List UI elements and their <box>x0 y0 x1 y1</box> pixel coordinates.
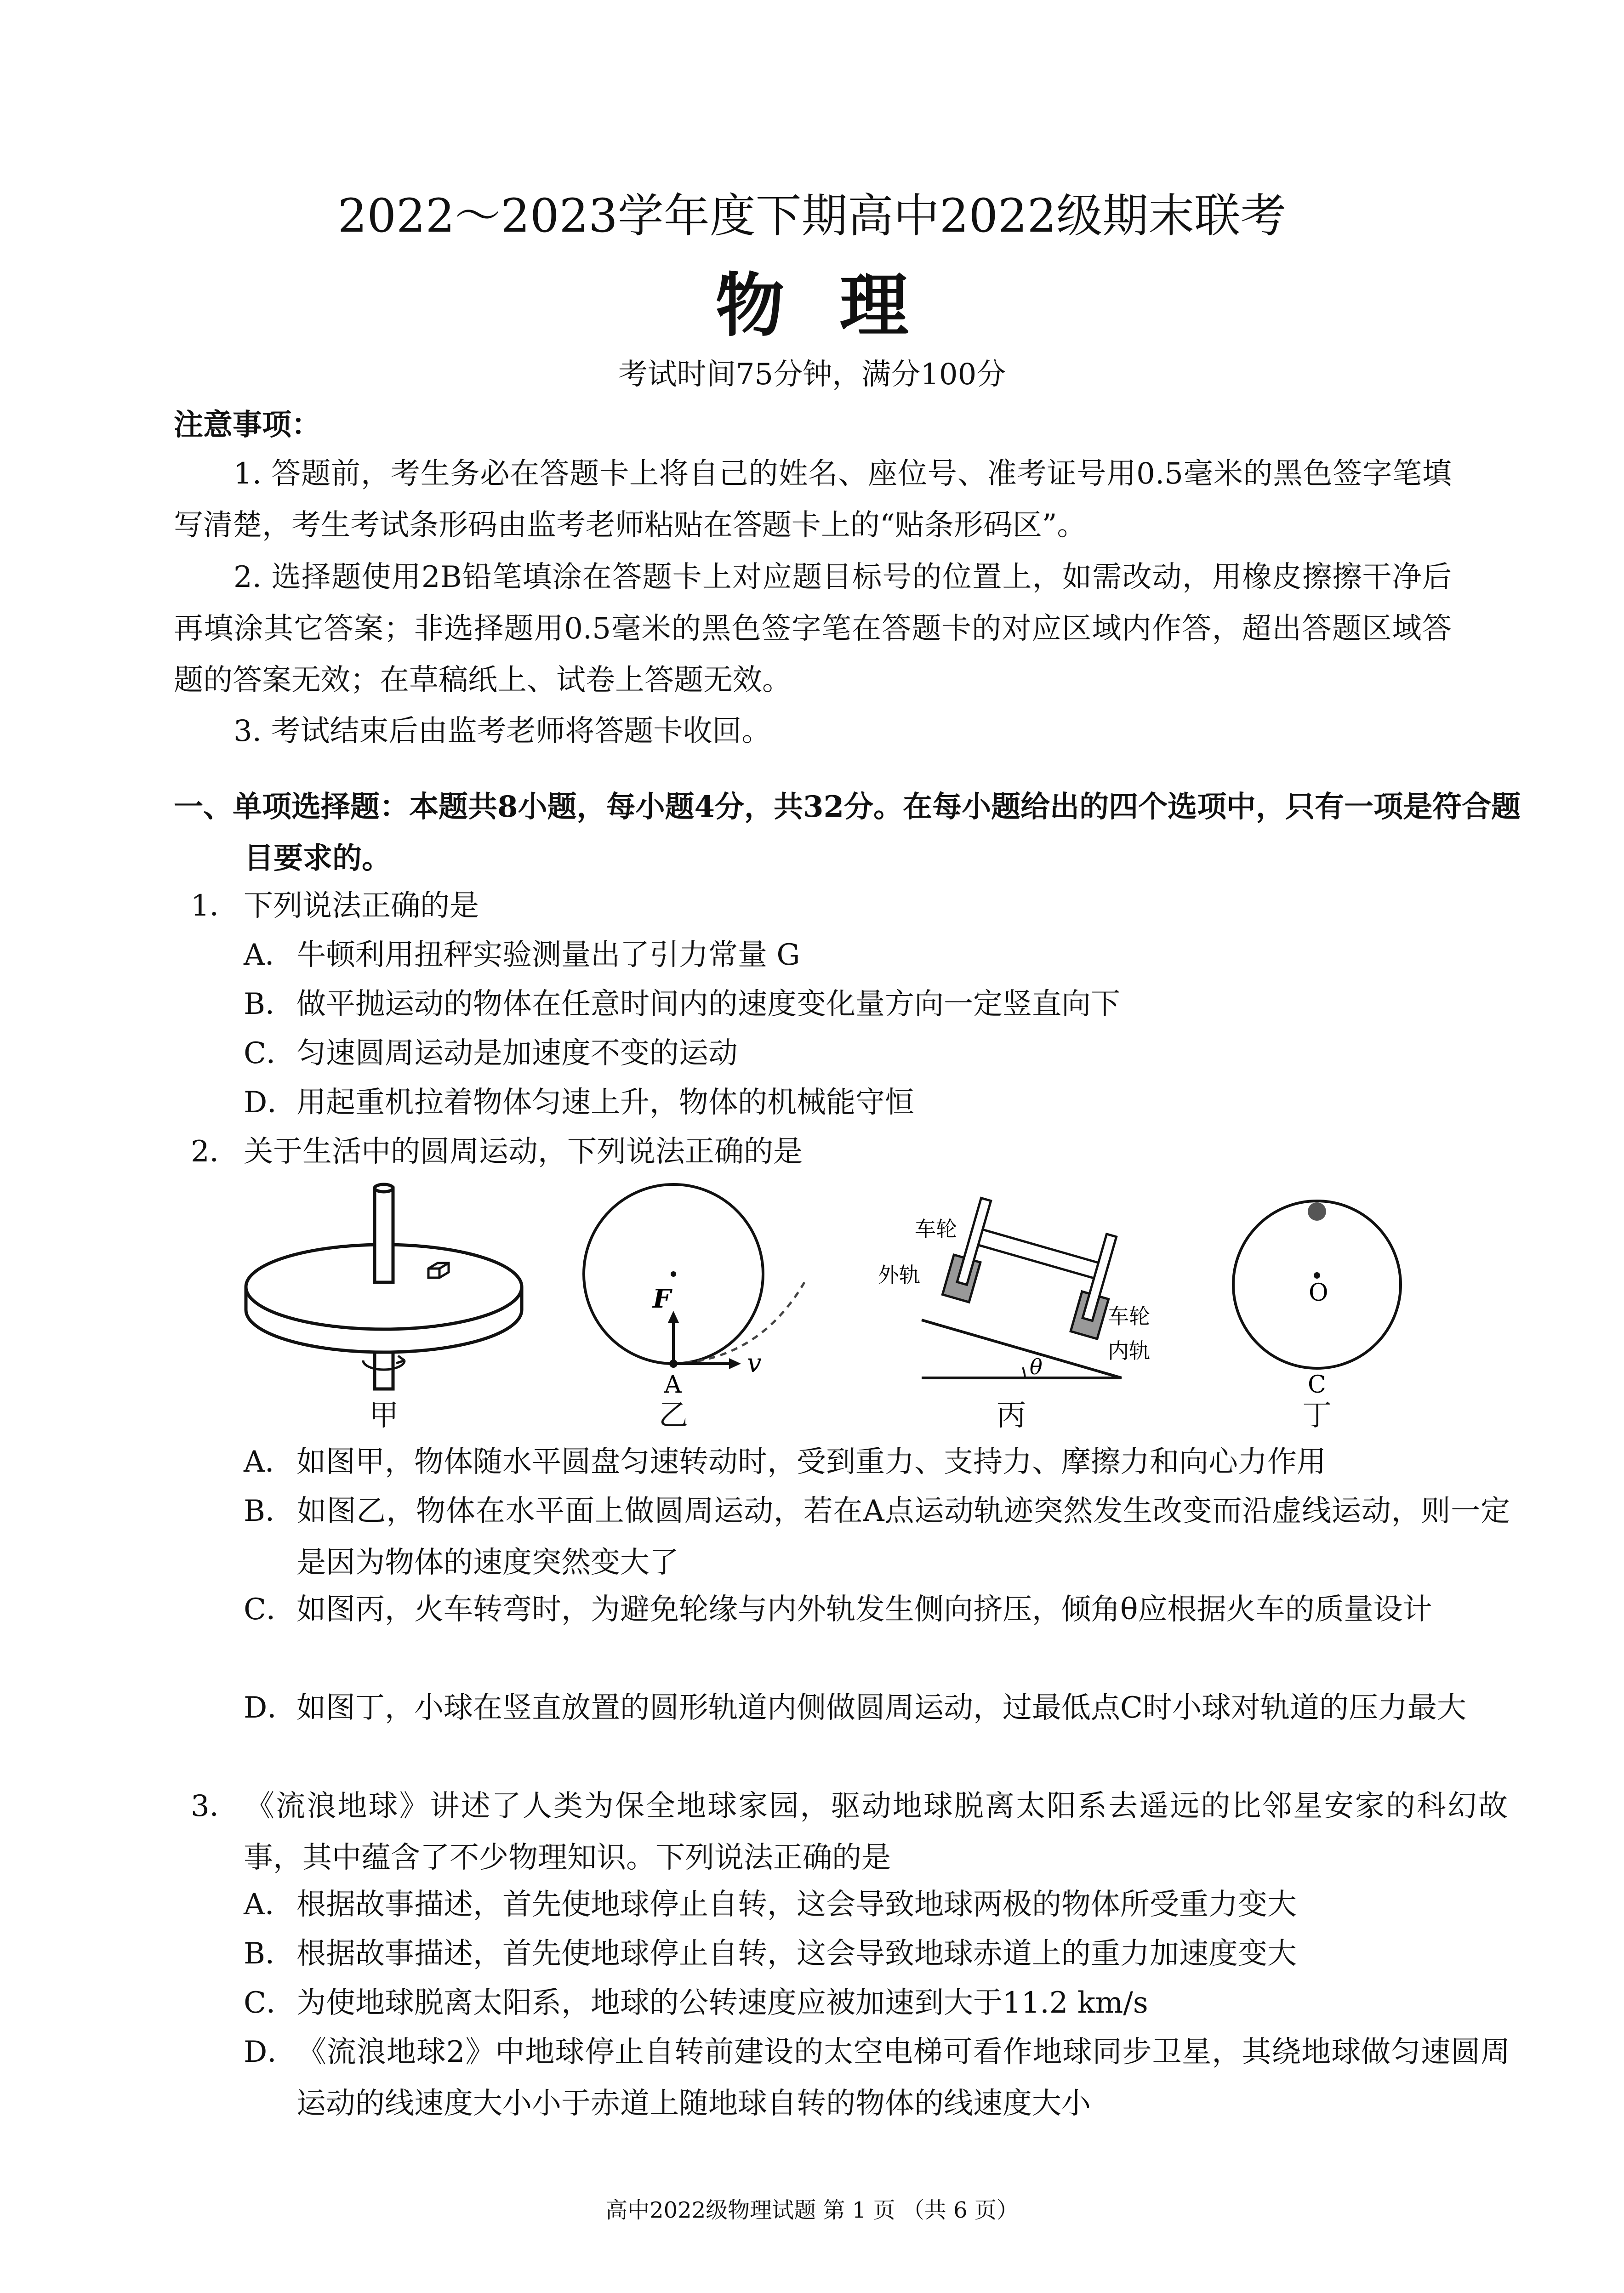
point-c-label: C <box>1308 1371 1326 1397</box>
q1-option-a <box>244 929 1510 981</box>
option-text: 匀速圆周运动是加速度不变的运动 <box>296 1036 738 1070</box>
q3-option-c <box>244 1977 1510 2029</box>
center-o-label: O <box>1309 1279 1328 1307</box>
option-text: 如图丁，小球在竖直放置的圆形轨道内侧做圆周运动，过最低点C时小球对轨道的压力最大 <box>296 1691 1466 1725</box>
question-1 <box>191 880 1455 932</box>
inner-rail-label: 内轨 <box>1108 1338 1150 1363</box>
option-label: C． <box>244 1036 296 1070</box>
notice-item-2: 2. 选择题使用2B铅笔填涂在答题卡上对应题目标号的位置上，如需改动，用橡皮擦擦干净后再填涂其它答案；非选择题用0.5毫米的黑色签字笔在答题卡的对应区域内作答，超出答题区域答题的答案无效；在草稿纸上、试卷上答题无效。 <box>174 560 1452 697</box>
figure-ding-track <box>1233 1201 1401 1397</box>
notice-item-1: 1. 答题前，考生务必在答题卡上将自己的姓名、座位号、准考证号用0.5毫米的黑色签字笔填写清楚，考生考试条形码由监考老师粘贴在答题卡上的“贴条形码区”。 <box>174 457 1452 542</box>
question-3 <box>191 1781 1508 1883</box>
figure-jia-disk <box>246 1184 522 1389</box>
option-label: C． <box>244 1593 296 1627</box>
option-label: A． <box>244 1888 295 1922</box>
force-label: F <box>653 1284 671 1314</box>
outer-rail-label: 外轨 <box>878 1263 920 1287</box>
option-label: D． <box>244 2035 297 2069</box>
option-text: 用起重机拉着物体匀速上升，物体的机械能守恒 <box>296 1086 914 1120</box>
outer-wheel-label: 车轮 <box>915 1217 957 1241</box>
question-stem: 下列说法正确的是 <box>244 889 479 923</box>
caption-yi: 乙 <box>659 1399 688 1433</box>
q1-option-d <box>244 1077 1510 1128</box>
option-text: 根据故事描述，首先使地球停止自转，这会导致地球两极的物体所受重力变大 <box>296 1888 1297 1922</box>
option-text: 根据故事描述，首先使地球停止自转，这会导致地球赤道上的重力加速度变大 <box>296 1937 1297 1971</box>
theta-label: θ <box>1030 1354 1043 1379</box>
caption-ding: 丁 <box>1302 1399 1332 1433</box>
exam-time: 考试时间75分钟，满分100分 <box>618 358 1006 392</box>
q3-option-d <box>244 2026 1510 2129</box>
q1-option-c <box>244 1028 1510 1079</box>
option-text: 做平抛运动的物体在任意时间内的速度变化量方向一定竖直向下 <box>296 987 1120 1021</box>
notice-item-3: 3. 考试结束后由监考老师将答题卡收回。 <box>234 714 771 748</box>
figure-bing-rails <box>878 1195 1150 1379</box>
option-label: B． <box>244 1937 295 1971</box>
option-text: 如图甲，物体随水平圆盘匀速转动时，受到重力、支持力、摩擦力和向心力作用 <box>296 1445 1326 1479</box>
option-label: A． <box>244 1445 295 1479</box>
figure-yi-circle <box>584 1184 804 1397</box>
q2-option-d <box>244 1682 1510 1734</box>
option-label: B． <box>244 987 295 1021</box>
option-label: C． <box>244 1986 296 2020</box>
page-footer: 高中2022级物理试题 第 1 页 （共 6 页） <box>605 2197 1019 2223</box>
exam-title: 2022～2023学年度下期高中2022级期末联考 <box>337 189 1287 243</box>
question-stem: 关于生活中的圆周运动，下列说法正确的是 <box>244 1135 803 1169</box>
question-number: 2． <box>191 1135 239 1169</box>
caption-jia: 甲 <box>369 1399 399 1433</box>
option-label: B． <box>244 1494 295 1528</box>
velocity-label: v <box>747 1348 762 1378</box>
q2-option-a <box>244 1436 1510 1488</box>
question-number: 3． <box>191 1789 239 1823</box>
question-2 <box>191 1126 1455 1178</box>
question-number: 1． <box>191 889 239 923</box>
point-a-label: A <box>664 1371 682 1397</box>
option-label: D． <box>244 1086 297 1120</box>
option-text: 如图丙，火车转弯时，为避免轮缘与内外轨发生侧向挤压，倾角θ应根据火车的质量设计 <box>296 1593 1432 1627</box>
q3-option-b <box>244 1928 1510 1980</box>
q2-option-c <box>244 1584 1510 1635</box>
question-2-figures <box>0 1181 1624 1397</box>
option-label: D． <box>244 1691 297 1725</box>
q1-option-b <box>244 979 1510 1030</box>
option-label: A． <box>244 938 295 972</box>
notice-heading: 注意事项： <box>174 408 321 442</box>
caption-bing: 丙 <box>997 1399 1026 1433</box>
inner-wheel-label: 车轮 <box>1108 1304 1150 1329</box>
q3-option-a <box>244 1879 1510 1930</box>
subject-title: 物理 <box>715 265 964 346</box>
option-text: 《流浪地球2》中地球停止自转前建设的太空电梯可看作地球同步卫星，其绕地球做匀速圆周运动的线速度大小小于赤道上随地球自转的物体的线速度大小 <box>296 2035 1510 2121</box>
q2-option-b <box>244 1485 1510 1588</box>
section-heading: 一、单项选择题：本题共8小题，每小题4分，共32分。在每小题给出的四个选项中，只有一项是符合题目要求的。 <box>174 790 1521 876</box>
option-text: 牛顿利用扭秤实验测量出了引力常量 G <box>296 938 800 972</box>
option-text: 如图乙，物体在水平面上做圆周运动，若在A点运动轨迹突然发生改变而沿虚线运动，则一定是因为物体的速度突然变大了 <box>296 1494 1510 1580</box>
option-text: 为使地球脱离太阳系，地球的公转速度应被加速到大于11.2 km/s <box>296 1986 1148 2020</box>
question-stem: 《流浪地球》讲述了人类为保全地球家园，驱动地球脱离太阳系去遥远的比邻星安家的科幻故事，其中蕴含了不少物理知识。下列说法正确的是 <box>244 1789 1508 1875</box>
